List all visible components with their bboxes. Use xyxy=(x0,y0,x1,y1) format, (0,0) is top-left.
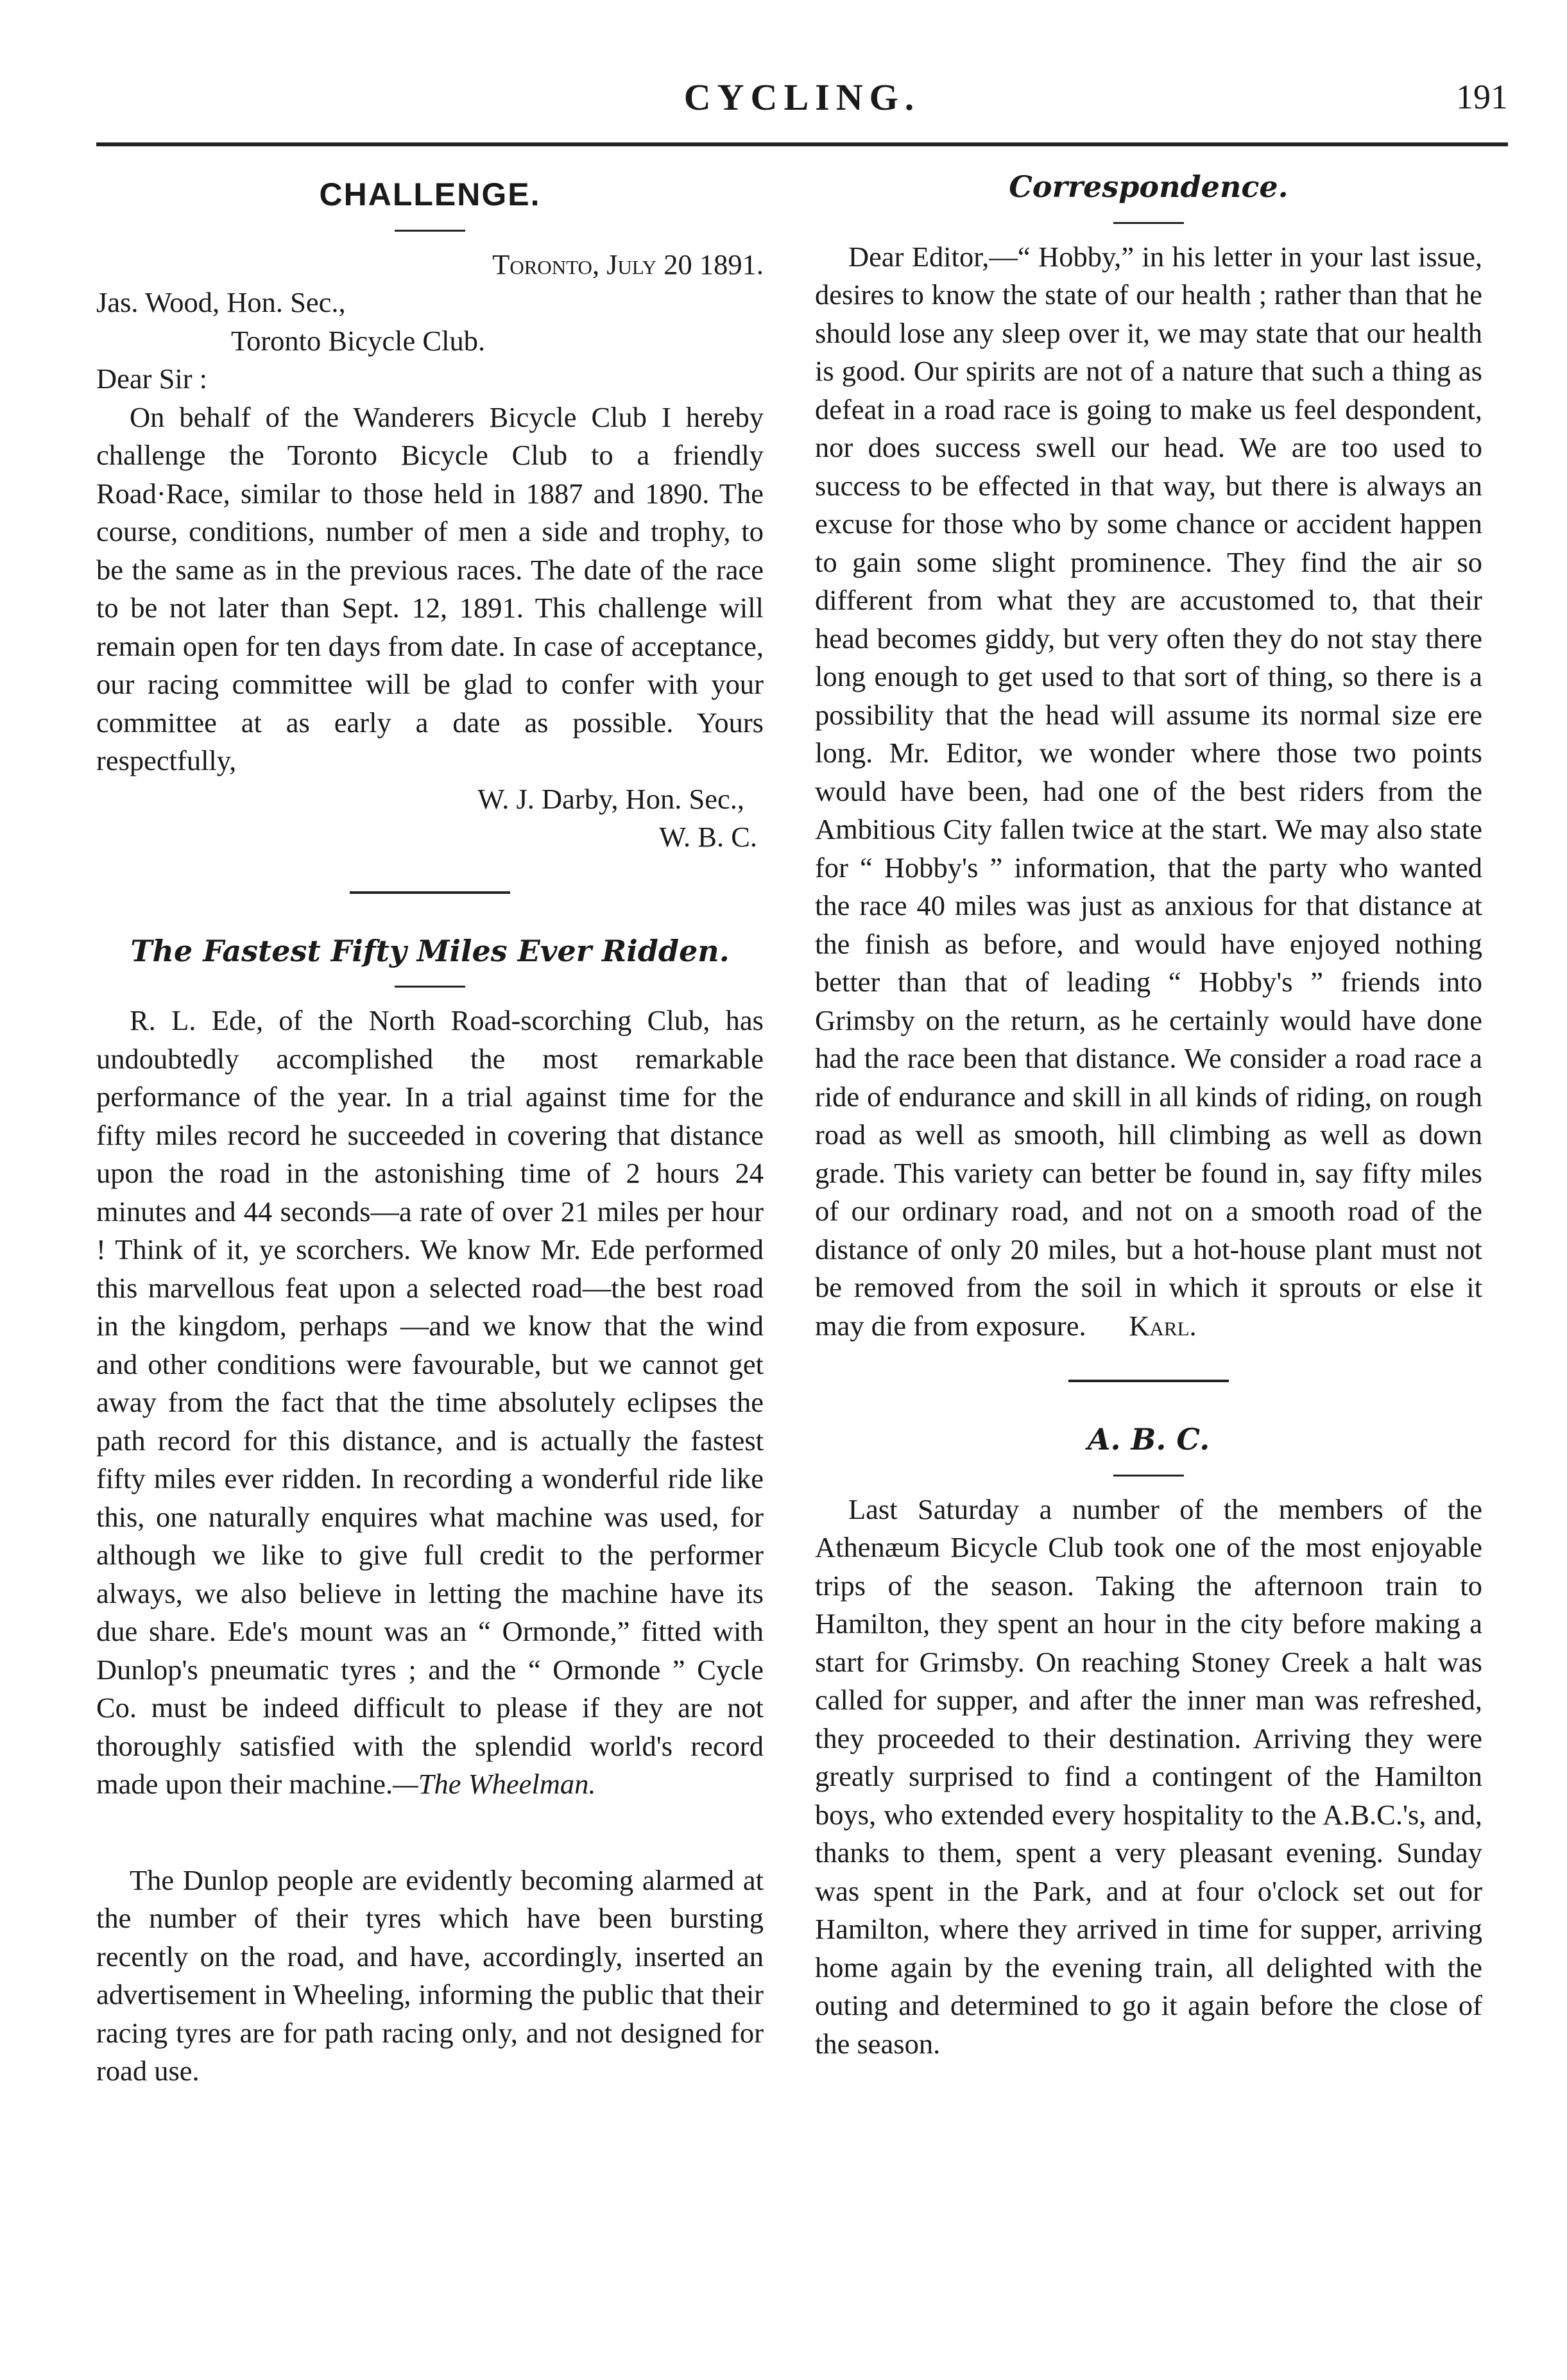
correspondence-text: Dear Editor,—“ Hobby,” in his letter in your last issue, desires to know the state of our health ; rather than that he should lose any sleep over it, we may state that our health is good. Our spirits are not of a nature that such a thing as defeat in a road race is going to make us feel despondent, nor does success swell our head. We are too used to success to be effected in that way, but there is always an excuse for those who by some chance or accident happen to gain some slight prominence. They find the air so different from what they are accustomed to, that their head becomes giddy, but very often they do not stay there long enough to get used to that sort of thing, so there is a possibility that the head will assume its normal size ere long. Mr. Editor, we wonder where those two points would have been, had one of the best riders from the Ambitious City fallen twice at the start. We may also state for “ Hobby's ” information, that the party who wanted the race 40 miles was just as anxious for that distance at the finish as before, and would have enjoyed nothing better than that of leading “ Hobby's ” friends into Grimsby on the return, as he certainly would have done had the race been that distance. We consider a road race a ride of endurance and skill in all kinds of riding, on rough road as well as smooth, hill climbing as well as down grade. This variety can better be found in, say fifty miles of our ordinary road, and not on a smooth road of the distance of only 20 miles, but a hot-house plant must not be removed from the soil in which it sprouts or else it may die from exposure. xyxy=(815,240,1482,1342)
challenge-addressee-line1: Jas. Wood, Hon. Sec., xyxy=(96,286,346,318)
abc-article xyxy=(815,1421,1482,2063)
running-title: CYCLING. xyxy=(683,76,921,118)
divider xyxy=(395,230,465,232)
left-column xyxy=(96,168,764,2091)
challenge-salutation: Dear Sir : xyxy=(96,363,208,395)
section-divider xyxy=(350,891,510,894)
challenge-dateline: Toronto, July 20 1891. xyxy=(492,248,764,280)
correspondence-article xyxy=(815,168,1482,1345)
page-number: 191 xyxy=(1456,78,1508,116)
right-column xyxy=(815,168,1482,2063)
dunlop-body: The Dunlop people are evidently becoming alarmed at the number of their tyres which have been bursting recently on the road, and have, accordingly, inserted an advertisement in Wheeling, informing the public that their racing tyres are for path racing only, and not designed for road use. xyxy=(96,1863,764,2087)
fastest-fifty-text: R. L. Ede, of the North Road-scorching Club, has undoubtedly accomplished the most remarkable performance of the year. In a trial against time for the fifty miles record he succeeded in covering that distance upon the road in the astonishing time of 2 hours 24 minutes and 44 seconds—a rate of over 21 miles per hour ! Think of it, ye scorchers. We know Mr. Ede performed this marvellous feat upon a selected road—the best road in the kingdom, perhaps —and we know that the wind and other conditions were favourable, but we cannot get away from the fact that the time absolutely eclipses the path record for this distance, and is actually the fastest fifty miles ever ridden. In recording a wonderful ride like this, one naturally enquires what machine was used, for although we like to give full credit to the performer always, we also believe in letting the machine have its due share. Ede's mount was an “ Ormonde,” fitted with Dunlop's pneumatic tyres ; and the “ Ormonde ” Cycle Co. must be indeed difficult to please if they are not thoroughly satisfied with the splendid world's record made upon their machine. xyxy=(96,1004,764,1800)
fastest-fifty-article xyxy=(96,932,764,1804)
abc-body: Last Saturday a number of the members of the Athenæum Bicycle Club took one of the most enjoyable trips of the season. Taking the afternoon train to Hamilton, they spent an hour in the city before making a start for Grimsby. On reaching Stoney Creek a halt was called for supper, and after the inner man was refreshed, they proceeded to their destination. Arriving they were greatly surprised to find a contingent of the Hamilton boys, who extended every hospitality to the A.B.C.'s, and, thanks to them, spent a very pleasant evening. Sunday was spent in the Park, and at four o'clock set out for Hamilton, where they arrived in time for supper, arriving home again by the evening train, all delighted with the outing and determined to go it again before the close of the season. xyxy=(815,1493,1482,2060)
section-divider xyxy=(1068,1380,1229,1382)
challenge-addressee-line2: Toronto Bicycle Club. xyxy=(231,324,486,357)
header-rule xyxy=(96,142,1508,146)
challenge-body: On behalf of the Wanderers Bicycle Club I hereby challenge the Toronto Bicycle Club to a friendly Road·Race, similar to those held in 1887 and 1890. The course, conditions, number of men a side and trophy, to be the same as in the previous races. The date of the race to be not later than Sept. 12, 1891. This challenge will remain open for ten days from date. In case of acceptance, our racing committee will be glad to confer with your committee at as early a date as possible. Yours respectfully, xyxy=(96,400,764,776)
fastest-fifty-body xyxy=(96,1002,764,1804)
challenge-heading: CHALLENGE. xyxy=(319,176,541,212)
spacer xyxy=(96,1804,764,1862)
divider xyxy=(395,986,465,988)
divider xyxy=(1113,222,1184,224)
correspondence-body xyxy=(815,238,1482,1346)
fastest-fifty-source: —The Wheelman. xyxy=(393,1768,596,1800)
challenge-article xyxy=(96,176,764,857)
challenge-signature-line1: W. J. Darby, Hon. Sec., xyxy=(477,782,744,815)
page-header xyxy=(96,71,1508,116)
correspondence-heading: Correspondence. xyxy=(1009,169,1289,204)
dunlop-article xyxy=(96,1862,764,2091)
fastest-fifty-heading: The Fastest Fifty Miles Ever Ridden. xyxy=(130,933,730,968)
abc-heading: A. B. C. xyxy=(1087,1422,1210,1457)
challenge-signature-line2: W. B. C. xyxy=(659,821,757,853)
divider xyxy=(1113,1475,1184,1477)
correspondence-signature: Karl. xyxy=(1129,1309,1197,1342)
